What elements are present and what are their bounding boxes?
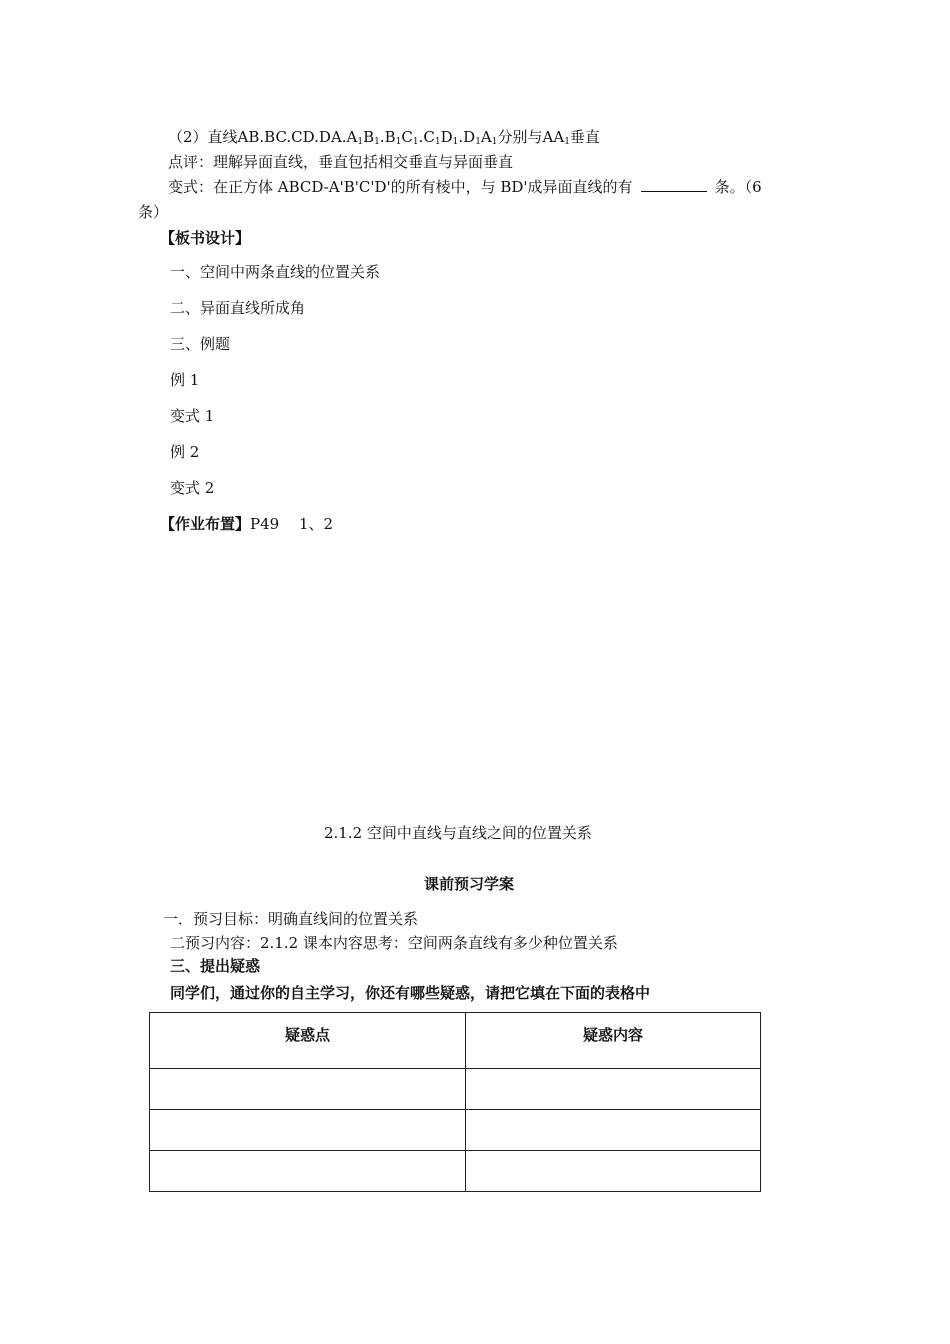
item2-prefix: （2）直线 xyxy=(168,128,238,146)
header-question-content: 疑惑内容 xyxy=(466,1013,761,1069)
board-item-5: 变式 1 xyxy=(170,407,215,425)
homework-line xyxy=(160,514,333,534)
variant-suffix: 条。（6 xyxy=(714,178,762,196)
header-question-point: 疑惑点 xyxy=(150,1013,466,1069)
board-item-2: 二、异面直线所成角 xyxy=(170,299,306,317)
table-row xyxy=(150,1151,761,1192)
questions-table xyxy=(149,1012,761,1192)
homework-text: P49 1、2 xyxy=(250,515,334,533)
section-title: 2.1.2 空间中直线与直线之间的位置关系 xyxy=(324,824,592,842)
questions-heading: 三、提出疑惑 xyxy=(170,957,261,975)
board-item-6: 例 2 xyxy=(170,443,200,461)
board-item-3: 三、例题 xyxy=(170,335,231,353)
table-row xyxy=(150,1069,761,1110)
table-cell[interactable] xyxy=(150,1151,466,1192)
table-cell[interactable] xyxy=(466,1151,761,1192)
board-item-7: 变式 2 xyxy=(170,479,215,497)
a1b1: $A_1B_1.B_1C_1.C_1D_1.D_1A_1$ xyxy=(346,128,498,147)
answer-blank xyxy=(641,177,707,192)
board-item-4: 例 1 xyxy=(170,371,200,389)
table-cell[interactable] xyxy=(150,1110,466,1151)
comment-line: 点评：理解异面直线，垂直包括相交垂直与异面垂直 xyxy=(168,153,514,171)
questions-prompt: 同学们，通过你的自主学习，你还有哪些疑惑，请把它填在下面的表格中 xyxy=(170,984,651,1002)
homework-label: 【作业布置】 xyxy=(160,515,251,533)
aa1: $AA_1$ xyxy=(542,128,570,147)
variant-line xyxy=(168,177,762,197)
table-cell[interactable] xyxy=(466,1110,761,1151)
item2-end: 垂直 xyxy=(569,128,600,146)
item2-lines: AB.BC.CD.DA. xyxy=(237,128,347,146)
table-cell[interactable] xyxy=(150,1069,466,1110)
table-cell[interactable] xyxy=(466,1069,761,1110)
item2-line xyxy=(168,127,600,152)
table-row xyxy=(150,1110,761,1151)
variant-wrap: 条） xyxy=(138,203,169,221)
board-title: 【板书设计】 xyxy=(160,229,251,247)
table-header-row xyxy=(150,1013,761,1069)
variant-prefix: 变式：在正方体 ABCD-A'B'C'D'的所有棱中，与 BD'成异面直线的有 xyxy=(168,178,633,196)
board-item-1: 一、空间中两条直线的位置关系 xyxy=(170,263,381,281)
item2-suffix: 分别与 xyxy=(497,128,543,146)
preview-goal: 一．预习目标：明确直线间的位置关系 xyxy=(163,910,419,928)
preview-content: 二预习内容：2.1.2 课本内容思考：空间两条直线有多少种位置关系 xyxy=(170,934,618,952)
plan-title: 课前预习学案 xyxy=(424,875,515,893)
